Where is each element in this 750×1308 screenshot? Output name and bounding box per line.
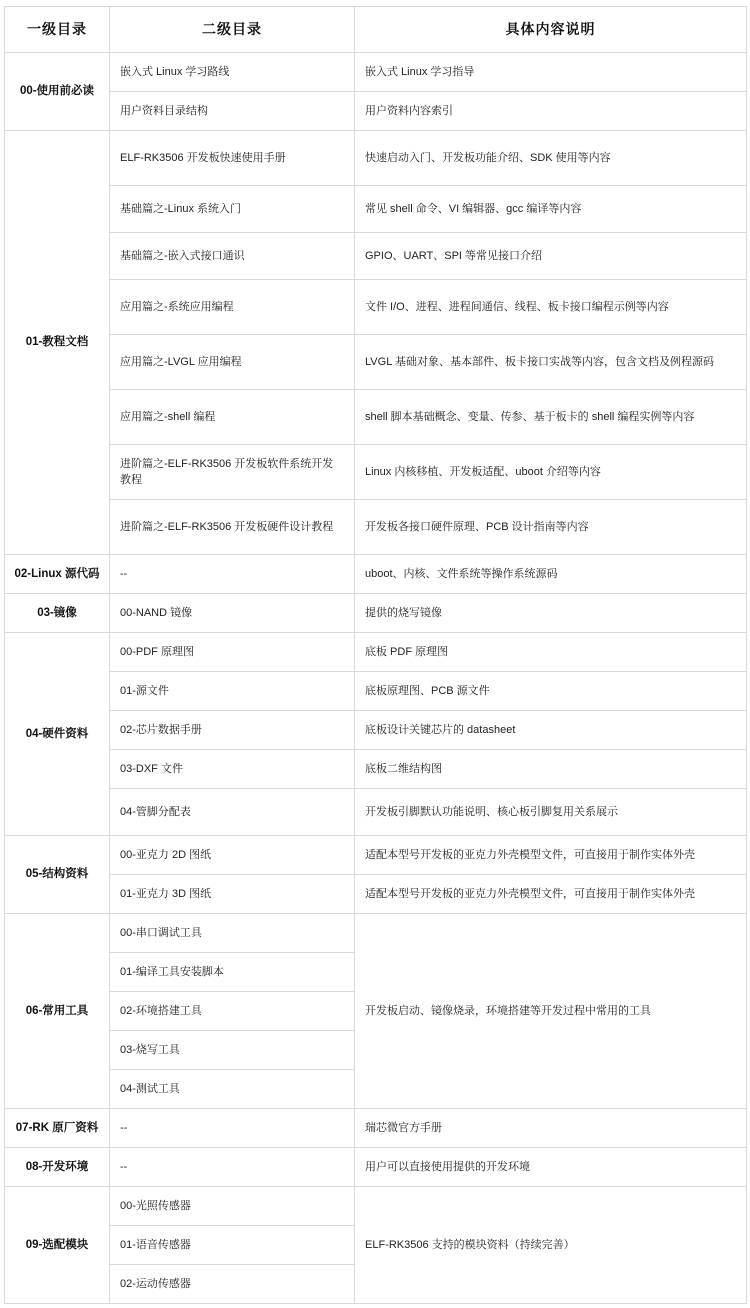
description-cell: 底板原理图、PCB 源文件 bbox=[355, 672, 747, 711]
description-cell: 常见 shell 命令、VI 编辑器、gcc 编译等内容 bbox=[355, 186, 747, 233]
level2-cell: 01-语音传感器 bbox=[110, 1226, 355, 1265]
level2-cell: 基础篇之-嵌入式接口通识 bbox=[110, 233, 355, 280]
table-row bbox=[5, 233, 747, 280]
level2-cell: 04-测试工具 bbox=[110, 1070, 355, 1109]
table-row bbox=[5, 711, 747, 750]
level2-cell: 01-源文件 bbox=[110, 672, 355, 711]
level1-cell: 03-镜像 bbox=[5, 594, 110, 633]
header-row bbox=[5, 7, 747, 53]
table-row bbox=[5, 1187, 747, 1226]
level1-cell: 04-硬件资料 bbox=[5, 633, 110, 836]
description-cell: uboot、内核、文件系统等操作系统源码 bbox=[355, 555, 747, 594]
level2-cell: 00-NAND 镜像 bbox=[110, 594, 355, 633]
level2-cell: 00-PDF 原理图 bbox=[110, 633, 355, 672]
level2-cell: 03-烧写工具 bbox=[110, 1031, 355, 1070]
level2-cell: 应用篇之-LVGL 应用编程 bbox=[110, 335, 355, 390]
table-row bbox=[5, 914, 747, 953]
description-cell: 适配本型号开发板的亚克力外壳模型文件，可直接用于制作实体外壳 bbox=[355, 836, 747, 875]
level2-cell: 02-环境搭建工具 bbox=[110, 992, 355, 1031]
level2-cell: 基础篇之-Linux 系统入门 bbox=[110, 186, 355, 233]
description-cell: 适配本型号开发板的亚克力外壳模型文件，可直接用于制作实体外壳 bbox=[355, 875, 747, 914]
description-cell: 底板二维结构图 bbox=[355, 750, 747, 789]
level2-cell: 应用篇之-shell 编程 bbox=[110, 390, 355, 445]
column-header-level2: 二级目录 bbox=[110, 7, 355, 53]
level1-cell: 05-结构资料 bbox=[5, 836, 110, 914]
description-cell: 底板 PDF 原理图 bbox=[355, 633, 747, 672]
description-cell: 开发板各接口硬件原理、PCB 设计指南等内容 bbox=[355, 500, 747, 555]
catalog-table bbox=[4, 6, 747, 1304]
table-row bbox=[5, 875, 747, 914]
description-cell: ELF-RK3506 支持的模块资料（持续完善） bbox=[355, 1187, 747, 1304]
level2-cell: 00-串口调试工具 bbox=[110, 914, 355, 953]
description-cell: GPIO、UART、SPI 等常见接口介绍 bbox=[355, 233, 747, 280]
level2-cell: ELF-RK3506 开发板快速使用手册 bbox=[110, 131, 355, 186]
table-row bbox=[5, 500, 747, 555]
level2-cell: 04-管脚分配表 bbox=[110, 789, 355, 836]
level2-cell: 00-亚克力 2D 图纸 bbox=[110, 836, 355, 875]
table-row bbox=[5, 131, 747, 186]
level2-cell: -- bbox=[110, 1109, 355, 1148]
level2-cell: 进阶篇之-ELF-RK3506 开发板软件系统开发教程 bbox=[110, 445, 355, 500]
level2-cell: 01-亚克力 3D 图纸 bbox=[110, 875, 355, 914]
table-row bbox=[5, 92, 747, 131]
description-cell: 开发板启动、镜像烧录，环境搭建等开发过程中常用的工具 bbox=[355, 914, 747, 1109]
description-cell: LVGL 基础对象、基本部件、板卡接口实战等内容，包含文档及例程源码 bbox=[355, 335, 747, 390]
column-header-description: 具体内容说明 bbox=[355, 7, 747, 53]
level2-cell: 00-光照传感器 bbox=[110, 1187, 355, 1226]
table-row bbox=[5, 335, 747, 390]
description-cell: shell 脚本基础概念、变量、传参、基于板卡的 shell 编程实例等内容 bbox=[355, 390, 747, 445]
description-cell: 瑞芯微官方手册 bbox=[355, 1109, 747, 1148]
table-row bbox=[5, 1148, 747, 1187]
table-header bbox=[5, 7, 747, 53]
level2-cell: 02-运动传感器 bbox=[110, 1265, 355, 1304]
table-row bbox=[5, 633, 747, 672]
level2-cell: 03-DXF 文件 bbox=[110, 750, 355, 789]
level1-cell: 09-选配模块 bbox=[5, 1187, 110, 1304]
description-cell: 用户可以直接使用提供的开发环境 bbox=[355, 1148, 747, 1187]
level2-cell: -- bbox=[110, 1148, 355, 1187]
level2-cell: -- bbox=[110, 555, 355, 594]
level1-cell: 08-开发环境 bbox=[5, 1148, 110, 1187]
table-row bbox=[5, 555, 747, 594]
table-row bbox=[5, 789, 747, 836]
table-row bbox=[5, 53, 747, 92]
description-cell: 用户资料内容索引 bbox=[355, 92, 747, 131]
table-row bbox=[5, 750, 747, 789]
level2-cell: 进阶篇之-ELF-RK3506 开发板硬件设计教程 bbox=[110, 500, 355, 555]
description-cell: 开发板引脚默认功能说明、核心板引脚复用关系展示 bbox=[355, 789, 747, 836]
description-cell: 嵌入式 Linux 学习指导 bbox=[355, 53, 747, 92]
table-row bbox=[5, 186, 747, 233]
description-cell: 快速启动入门、开发板功能介绍、SDK 使用等内容 bbox=[355, 131, 747, 186]
level2-cell: 01-编译工具安装脚本 bbox=[110, 953, 355, 992]
table-row bbox=[5, 1109, 747, 1148]
table-row bbox=[5, 836, 747, 875]
table-row bbox=[5, 390, 747, 445]
level2-cell: 用户资料目录结构 bbox=[110, 92, 355, 131]
description-cell: Linux 内核移植、开发板适配、uboot 介绍等内容 bbox=[355, 445, 747, 500]
table-row bbox=[5, 445, 747, 500]
description-cell: 文件 I/O、进程、进程间通信、线程、板卡接口编程示例等内容 bbox=[355, 280, 747, 335]
table-row bbox=[5, 280, 747, 335]
level2-cell: 应用篇之-系统应用编程 bbox=[110, 280, 355, 335]
table-body bbox=[5, 53, 747, 1304]
level1-cell: 02-Linux 源代码 bbox=[5, 555, 110, 594]
table-row bbox=[5, 594, 747, 633]
level1-cell: 01-教程文档 bbox=[5, 131, 110, 555]
table-row bbox=[5, 672, 747, 711]
description-cell: 提供的烧写镜像 bbox=[355, 594, 747, 633]
level2-cell: 嵌入式 Linux 学习路线 bbox=[110, 53, 355, 92]
level1-cell: 06-常用工具 bbox=[5, 914, 110, 1109]
column-header-level1: 一级目录 bbox=[5, 7, 110, 53]
description-cell: 底板设计关键芯片的 datasheet bbox=[355, 711, 747, 750]
level2-cell: 02-芯片数据手册 bbox=[110, 711, 355, 750]
level1-cell: 07-RK 原厂资料 bbox=[5, 1109, 110, 1148]
level1-cell: 00-使用前必读 bbox=[5, 53, 110, 131]
